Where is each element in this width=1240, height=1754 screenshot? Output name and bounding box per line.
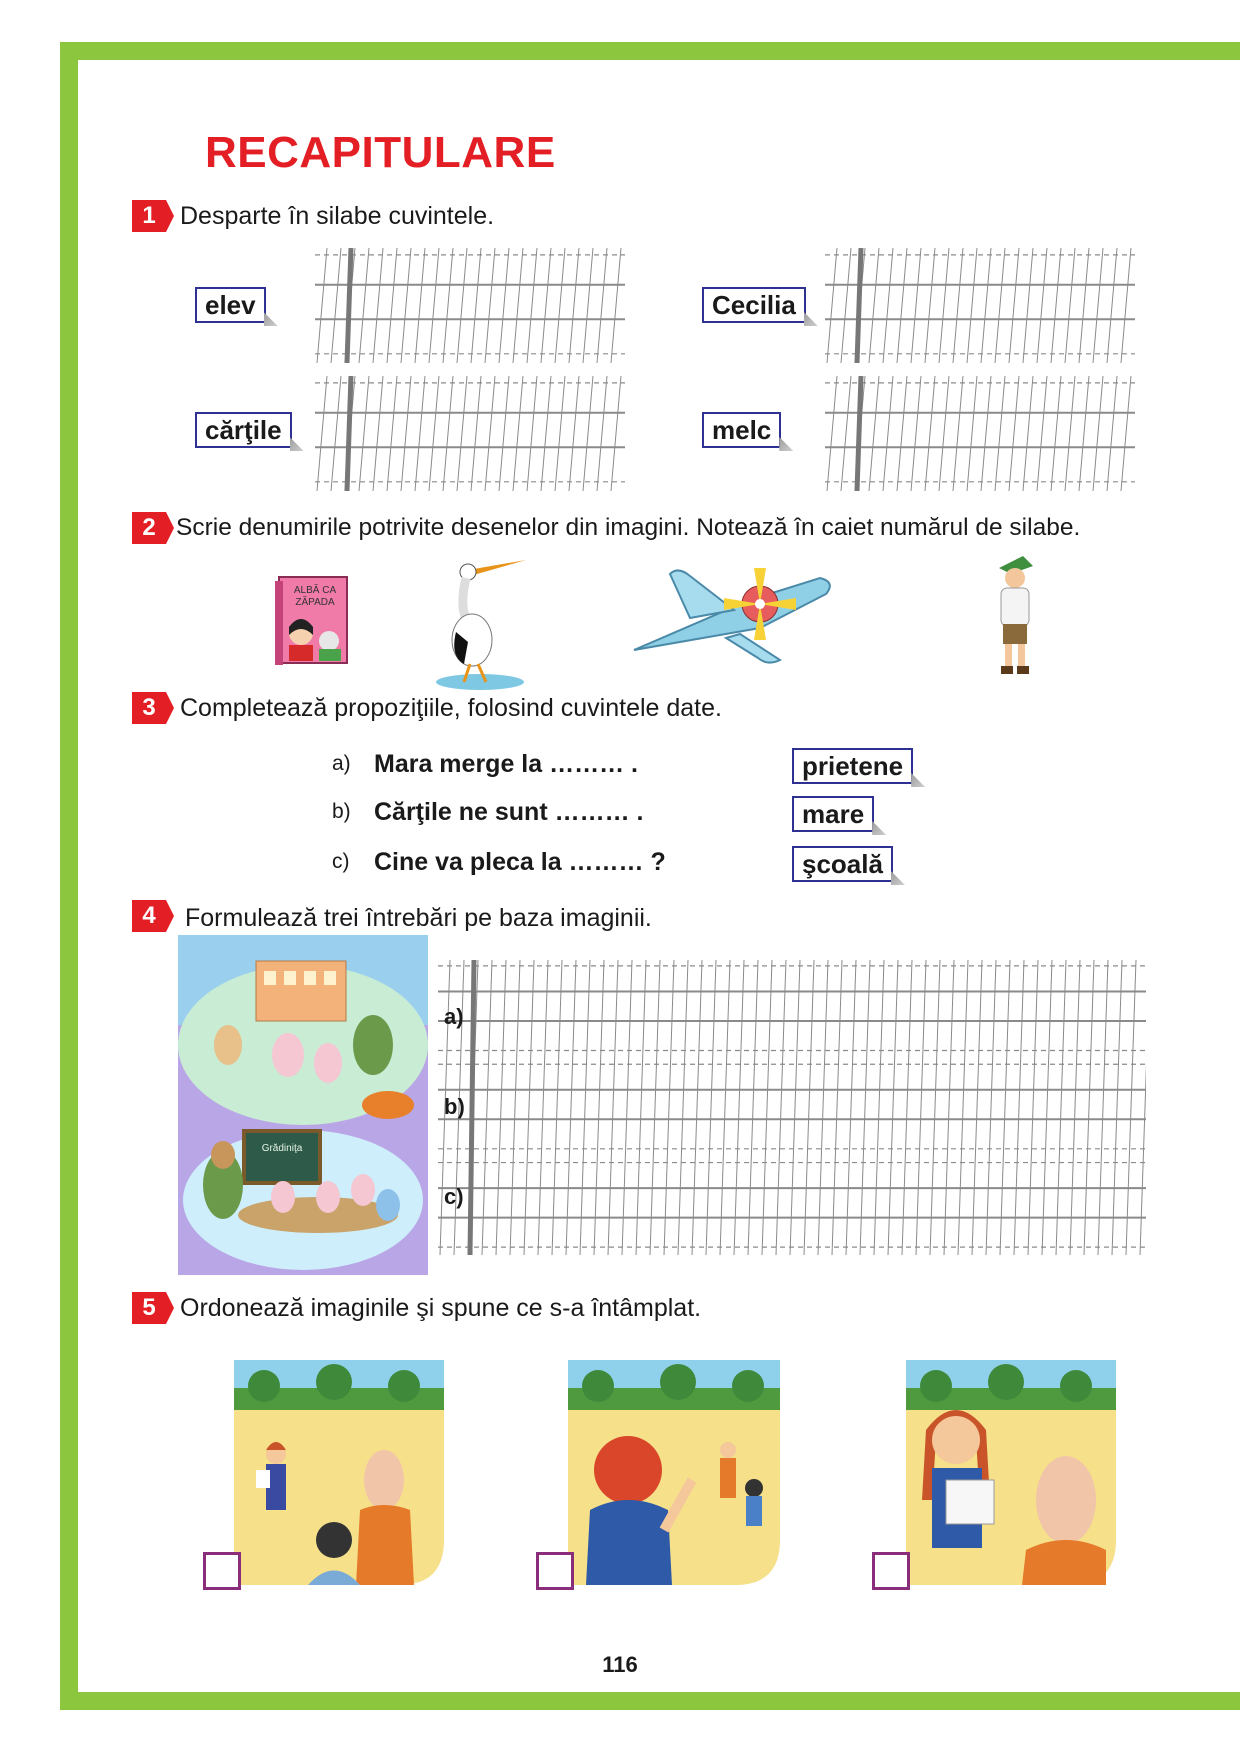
exercise-3-number: 3 [132, 692, 166, 724]
word-option-prietene: prietene [792, 748, 913, 784]
order-checkbox-1[interactable] [203, 1552, 241, 1590]
page-frame-top [60, 42, 1240, 60]
sentence-a: Mara merge la ……… . [374, 750, 638, 778]
exercise-1-number: 1 [132, 200, 166, 232]
exercise-2-number: 2 [132, 512, 166, 544]
exercise-4-number: 4 [132, 900, 166, 932]
page-number: 116 [602, 1652, 638, 1677]
writing-grid-cecilia[interactable] [825, 248, 1135, 363]
book-illustration [275, 575, 355, 667]
writing-grid-melc[interactable] [825, 376, 1135, 491]
order-checkbox-2[interactable] [536, 1552, 574, 1590]
sentence-b-letter: b) [332, 800, 351, 823]
writing-grid-questions[interactable] [438, 960, 1146, 1255]
sentence-b: Cărţile ne sunt ……… . [374, 798, 644, 826]
page-frame-left [60, 42, 78, 1710]
word-melc: melc [702, 412, 781, 448]
sentence-c-letter: c) [332, 850, 350, 873]
exercise-4-instruction: Formulează trei întrebări pe baza imaginii. [185, 904, 652, 932]
page-title: RECAPITULARE [205, 128, 556, 177]
word-option-scoala: şcoală [792, 846, 893, 882]
airplane-illustration [630, 558, 840, 668]
writing-grid-cartile[interactable] [315, 376, 625, 491]
book-title-line-1: ALBĂ CA [293, 585, 337, 596]
exercise-1-instruction: Desparte în silabe cuvintele. [180, 202, 495, 230]
book-title-line-2: ZĂPADA [295, 597, 335, 608]
question-label-c: c) [444, 1184, 464, 1209]
page-frame-bottom [60, 1692, 1240, 1710]
blackboard-text: Grădiniţa [261, 1143, 303, 1154]
story-picture-2 [568, 1360, 780, 1585]
sentence-a-letter: a) [332, 752, 351, 775]
stork-illustration [428, 552, 538, 694]
question-label-b: b) [444, 1094, 465, 1119]
exercise-2-instruction: Scrie denumirile potrivite desenelor din imagini. Notează în caiet numărul de silabe. [176, 514, 1081, 541]
word-elev: elev [195, 287, 266, 323]
word-cecilia: Cecilia [702, 287, 806, 323]
writing-grid-elev[interactable] [315, 248, 625, 363]
order-checkbox-3[interactable] [872, 1552, 910, 1590]
story-picture-3 [906, 1360, 1116, 1585]
word-option-mare: mare [792, 796, 874, 832]
kindergarten-rabbits-illustration [178, 935, 428, 1275]
boy-illustration [985, 552, 1045, 680]
exercise-3-instruction: Completează propoziţiile, folosind cuvintele date. [180, 694, 722, 722]
exercise-5-instruction: Ordonează imaginile şi spune ce s-a întâmplat. [180, 1294, 702, 1322]
exercise-5-number: 5 [132, 1292, 166, 1324]
sentence-c: Cine va pleca la ……… ? [374, 848, 666, 876]
word-cartile: cărţile [195, 412, 292, 448]
question-label-a: a) [444, 1004, 464, 1029]
story-picture-1 [234, 1360, 444, 1585]
